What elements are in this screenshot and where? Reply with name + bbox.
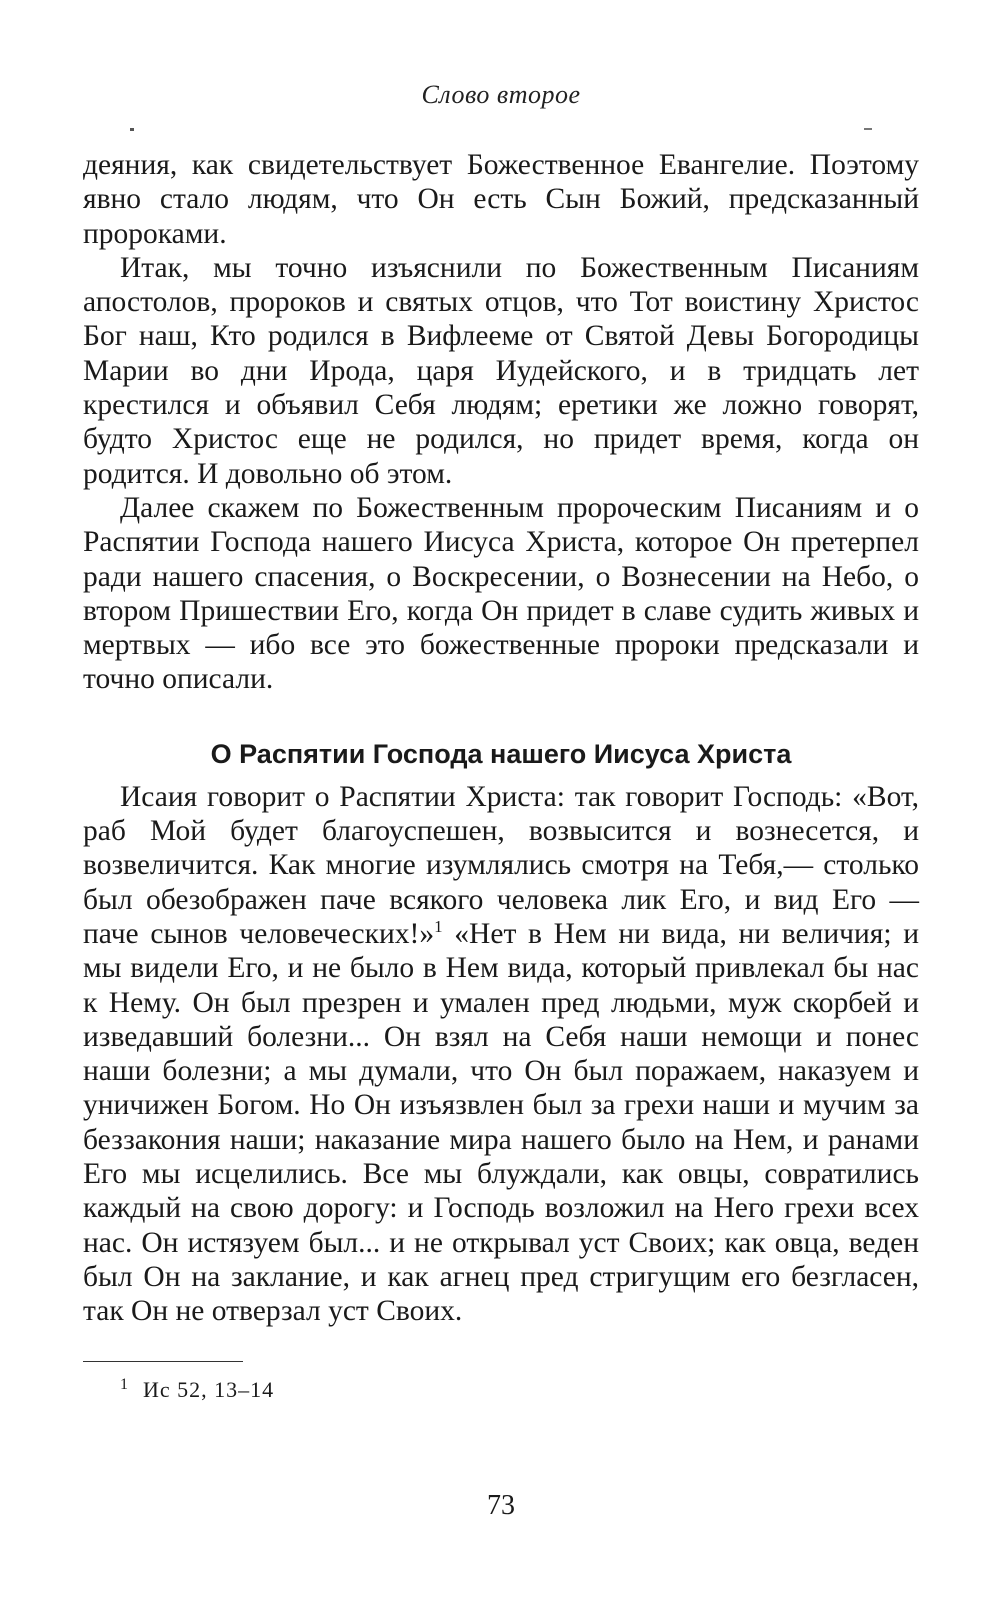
print-mark-right [864,128,872,130]
footnote [120,1377,274,1403]
page-number: 73 [487,1490,515,1521]
section-text-before-note: Исаия говорит о Распятии Христа: так говорит Господь: «Вот, раб Мой будет благоуспешен, возвысится и вознесется, и возвеличится. Как многие изумлялись смотря на Тебя,— столько был обезображен паче всякого человека лик Его, и вид Его — паче сынов человеческих!» [83,780,919,950]
section-paragraph [83,780,919,1329]
footnote-number: 1 [120,1376,129,1393]
section-text-after-note: «Нет в Нем ни вида, ни величия; и мы видели Его, и не было в Нем вида, который привлекал бы нас к Нему. Он был презрен и умален пред людьми, муж скорбей и изведавший болезни... Он взял на Себя наши немощи и понес наши болезни; а мы думали, что Он был поражаем, наказуем и уничижен Богом. Но Он изъязвлен был за грехи наши и мучим за беззакония наши; наказание мира нашего было на Нем, и ранами Его мы исцелились. Все мы блуждали, как овцы, совратились каждый на свою дорогу: и Господь возложил на Него грехи всех нас. Он истязуем был... и не открывал уст Своих; как овца, веден был Он на заклание, и как агнец пред стригущим его безгласен, так Он не отверзал уст Своих. [83,917,919,1328]
running-head: Слово второе [421,80,581,109]
page-body [83,148,919,1329]
paragraph-continued: деяния, как свидетельствует Божественное Евангелие. Поэтому явно стало людям, что Он есть Сын Божий, предсказанный пророками. [83,149,919,250]
section-heading: О Распятии Господа нашего Иисуса Христа [210,738,792,769]
paragraph: Далее скажем по Божественным пророческим Писаниям и о Распятии Господа нашего Иисуса Христа, которое Он претерпел ради нашего спасения, о Воскресении, о Вознесении на Небо, о втором Пришествии Его, когда Он придет в славе судить живых и мертвых — ибо все это божественные пророки предсказали и точно описали. [83,491,919,696]
paragraph: Итак, мы точно изъяснили по Божественным Писаниям апостолов, пророков и святых отцов, что Тот воистину Христос Бог наш, Кто родился в Вифлееме от Святой Девы Богородицы Марии во дни Ирода, царя Иудейского, и в тридцать лет крестился и объявил Себя людям; еретики же ложно говорят, будто Христос еще не родился, но придет время, когда он родится. И довольно об этом. [83,251,919,490]
print-mark-left [130,128,134,131]
footnote-text: Ис 52, 13–14 [143,1377,275,1402]
footnote-divider [83,1361,243,1362]
footnote-reference: 1 [434,916,443,936]
book-page [83,0,919,1624]
